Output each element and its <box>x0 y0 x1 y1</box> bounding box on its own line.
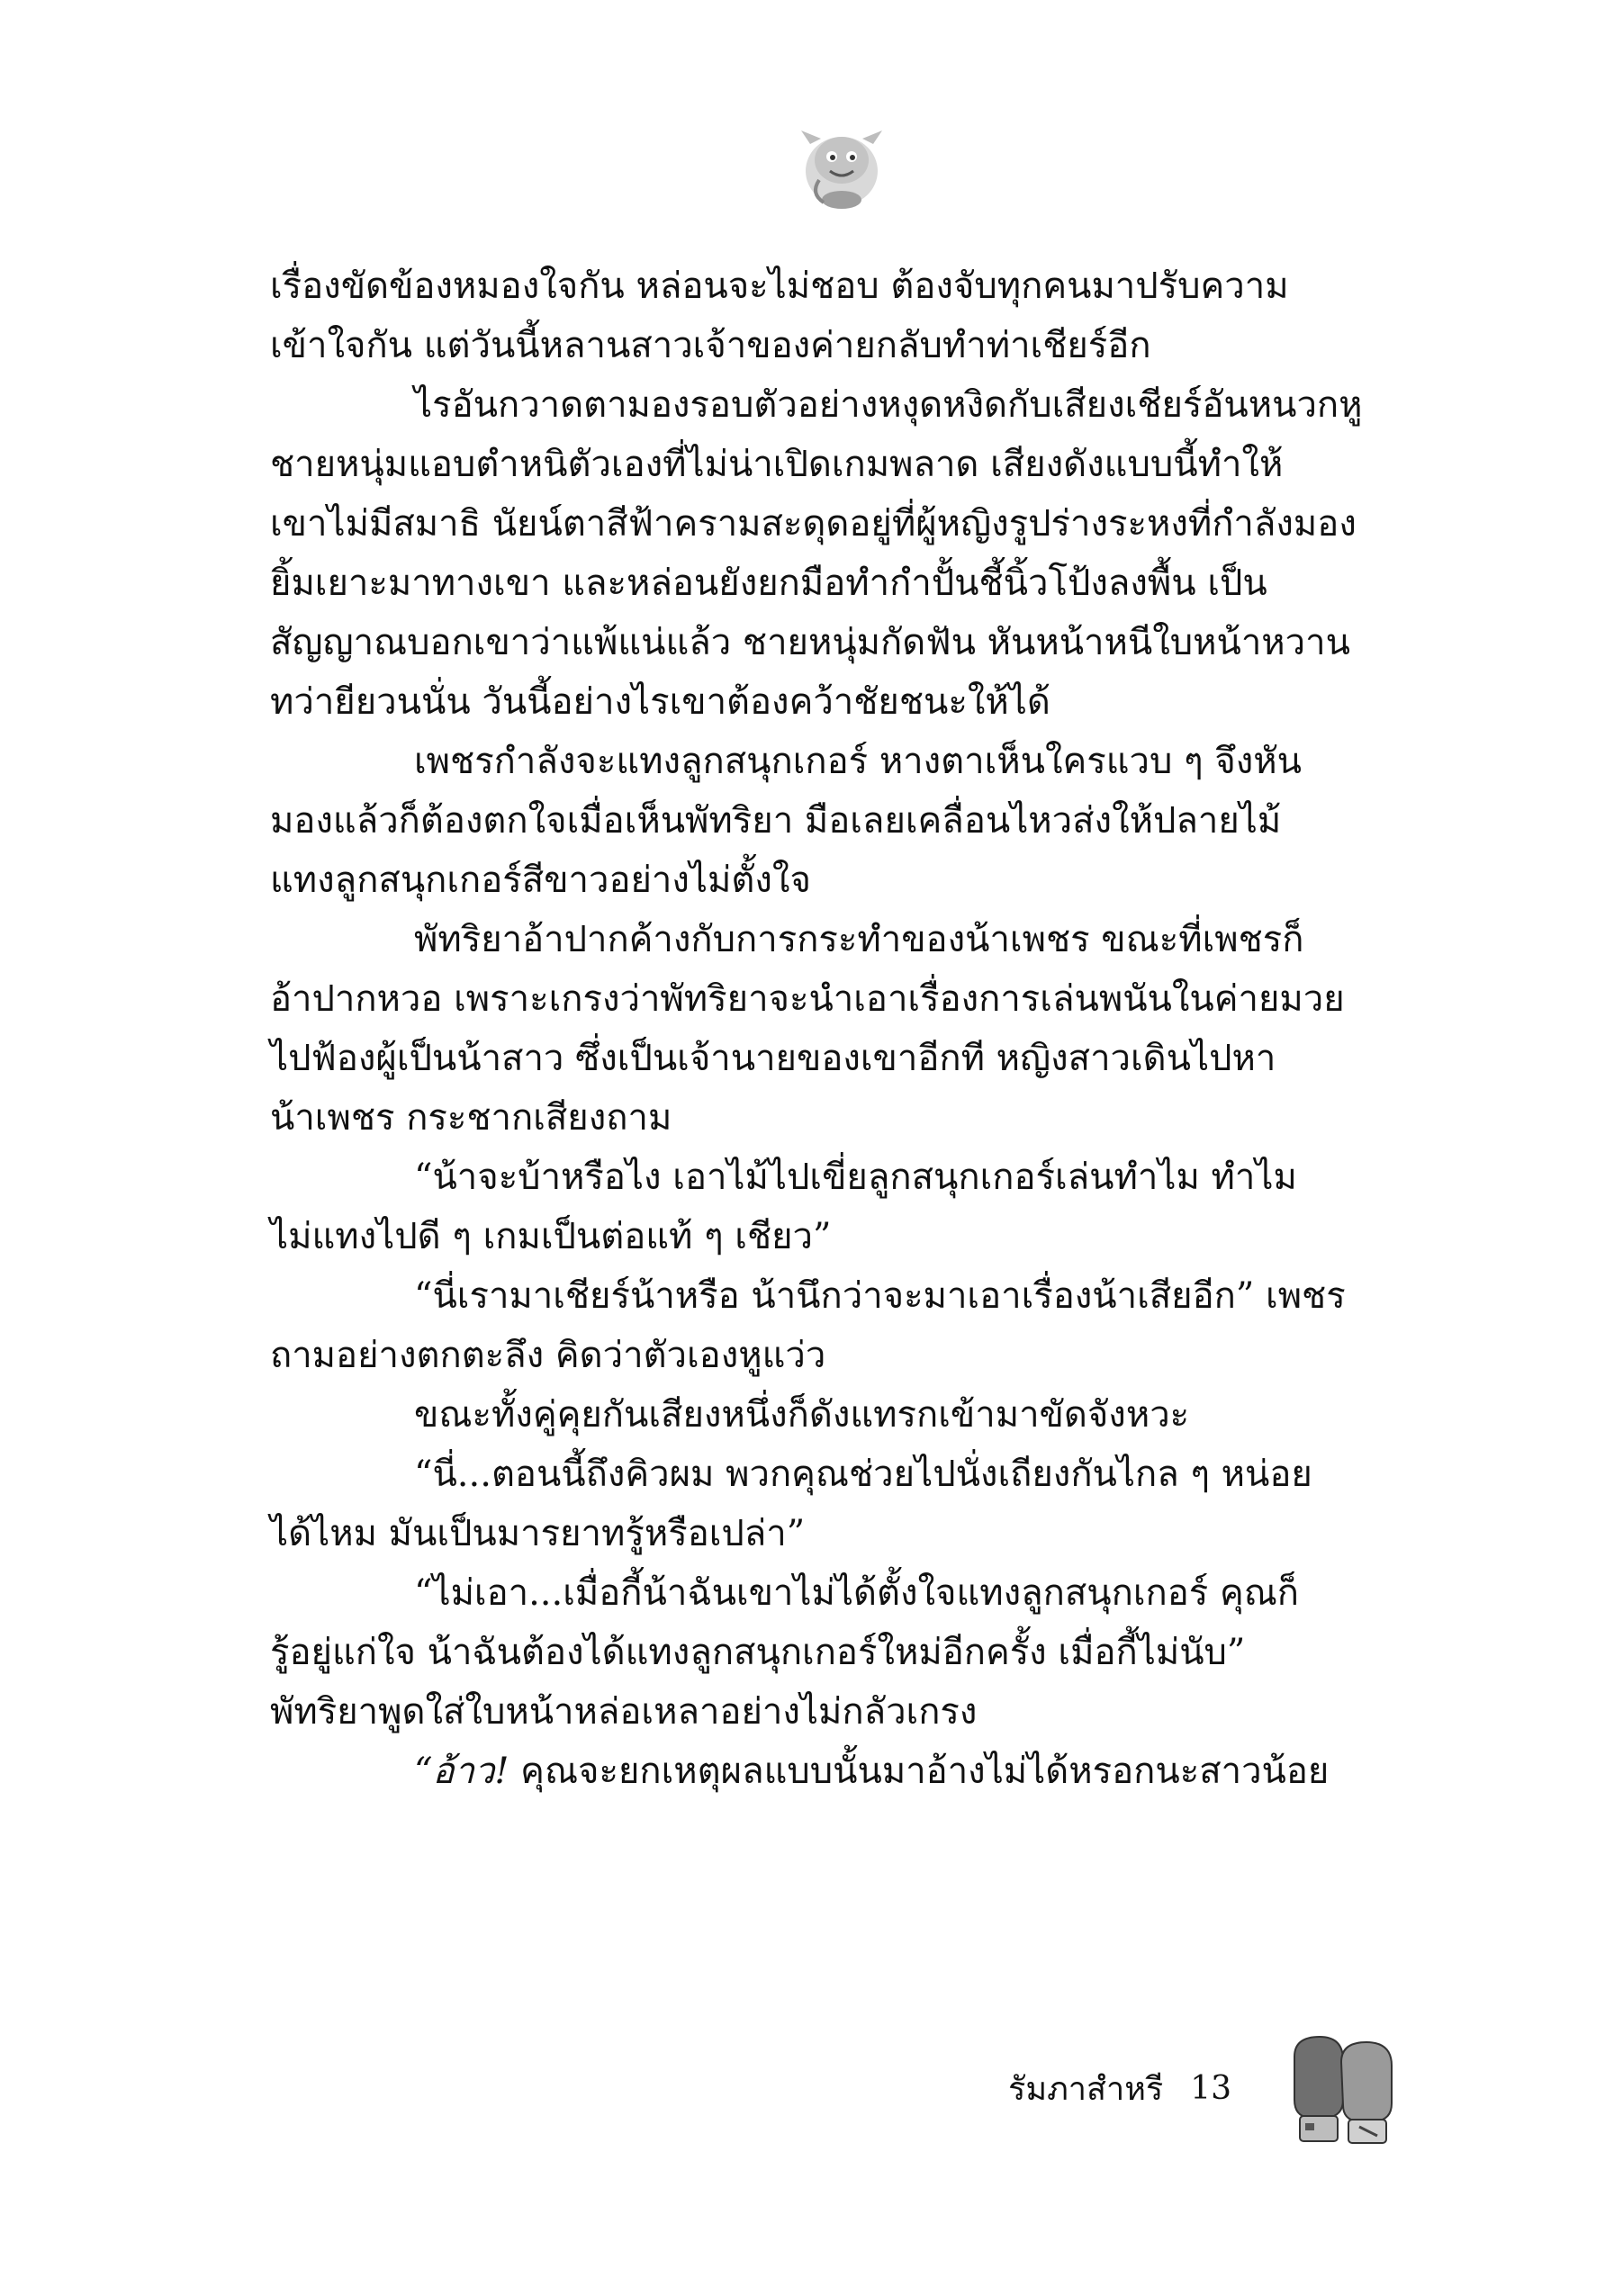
text-line: ได้ไหม มันเป็นมารยาทรู้หรือเปล่า” <box>270 1513 806 1554</box>
text-line: สัญญาณบอกเขาว่าแพ้แน่แล้ว ชายหนุ่มกัดฟัน หันหน้าหนีใบหน้าหวาน <box>270 622 1350 663</box>
text-line: “ไม่เอา...เมื่อกี้น้าฉันเขาไม่ได้ตั้งใจแทงลูกสนุกเกอร์ คุณก็ <box>414 1572 1300 1614</box>
text-line: รู้อยู่แก่ใจ น้าฉันต้องได้แทงลูกสนุกเกอร์ใหม่อีกครั้ง เมื่อกี้ไม่นับ” <box>270 1632 1246 1673</box>
text-line: พัทริยาอ้าปากค้างกับการกระทำของน้าเพชร ขณะที่เพชรก็ <box>414 919 1304 960</box>
text-line: “นี่...ตอนนี้ถึงคิวผม พวกคุณช่วยไปนั่งเถียงกันไกล ๆ หน่อย <box>414 1454 1312 1495</box>
page-number: 13 <box>1190 2069 1232 2107</box>
text-line: แทงลูกสนุกเกอร์สีขาวอย่างไม่ตั้งใจ <box>270 860 811 901</box>
text-line: เรื่องขัดข้องหมองใจกัน หล่อนจะไม่ชอบ ต้องจับทุกคนมาปรับความ <box>270 266 1289 307</box>
text-line: ทว่ายียวนนั่น วันนี้อย่างไรเขาต้องคว้าชัยชนะให้ได้ <box>270 681 1050 723</box>
text-line: พัทริยาพูดใส่ใบหน้าหล่อเหลาอย่างไม่กลัวเกรง <box>270 1691 978 1733</box>
text-line: อ้าปากหวอ เพราะเกรงว่าพัทริยาจะนำเอาเรื่องการเล่นพนันในค่ายมวย <box>270 978 1345 1020</box>
text-line: น้าเพชร กระชากเสียงถาม <box>270 1097 672 1139</box>
text-line: “นี่เรามาเชียร์น้าหรือ น้านึกว่าจะมาเอาเรื่องน้าเสียอีก” เพชร <box>414 1275 1346 1317</box>
text-line-rest: คุณจะยกเหตุผลแบบนั้นมาอ้างไม่ได้หรอกนะสาวน้อย <box>509 1751 1330 1792</box>
text-line: เข้าใจกัน แต่วันนี้หลานสาวเจ้าของค่ายกลับทำท่าเชียร์อีก <box>270 325 1151 366</box>
page-footer <box>1008 2061 1231 2115</box>
text-line <box>270 1742 1413 1801</box>
text-line: ไม่แทงไปดี ๆ เกมเป็นต่อแท้ ๆ เชียว” <box>270 1216 832 1257</box>
text-line: เขาไม่มีสมาธิ นัยน์ตาสีฟ้าครามสะดุดอยู่ที่ผู้หญิงรูปร่างระหงที่กำลังมอง <box>270 503 1357 545</box>
italic-exclamation: “อ้าว! <box>414 1751 509 1792</box>
body-text <box>270 257 1413 1801</box>
text-line: เพชรกำลังจะแทงลูกสนุกเกอร์ หางตาเห็นใครแวบ ๆ จึงหัน <box>414 741 1302 782</box>
text-line: ขณะทั้งคู่คุยกันเสียงหนึ่งก็ดังแทรกเข้ามาขัดจังหวะ <box>414 1394 1190 1436</box>
text-line: ชายหนุ่มแอบตำหนิตัวเองที่ไม่น่าเปิดเกมพลาด เสียงดังแบบนี้ทำให้ <box>270 444 1284 485</box>
text-line: ยิ้มเยาะมาทางเขา และหล่อนยังยกมือทำกำปั้นชี้นิ้วโป้งลงพื้น เป็น <box>270 563 1267 604</box>
text-line: ไรอันกวาดตามองรอบตัวอย่างหงุดหงิดกับเสียงเชียร์อันหนวกหู <box>414 384 1363 426</box>
text-line: ถามอย่างตกตะลึง คิดว่าตัวเองหูแว่ว <box>270 1335 826 1376</box>
text-line: ไปฟ้องผู้เป็นน้าสาว ซึ่งเป็นเจ้านายของเขาอีกที หญิงสาวเดินไปหา <box>270 1038 1276 1079</box>
text-line: มองแล้วก็ต้องตกใจเมื่อเห็นพัทริยา มือเลยเคลื่อนไหวส่งให้ปลายไม้ <box>270 800 1282 842</box>
cartoon-character-icon <box>792 117 891 216</box>
book-title: รัมภาสำหรี <box>1008 2070 1164 2108</box>
text-line: “น้าจะบ้าหรือไง เอาไม้ไปเขี่ยลูกสนุกเกอร์เล่นทำไม ทำไม <box>414 1157 1297 1198</box>
boxing-gloves-icon <box>1276 2030 1411 2147</box>
